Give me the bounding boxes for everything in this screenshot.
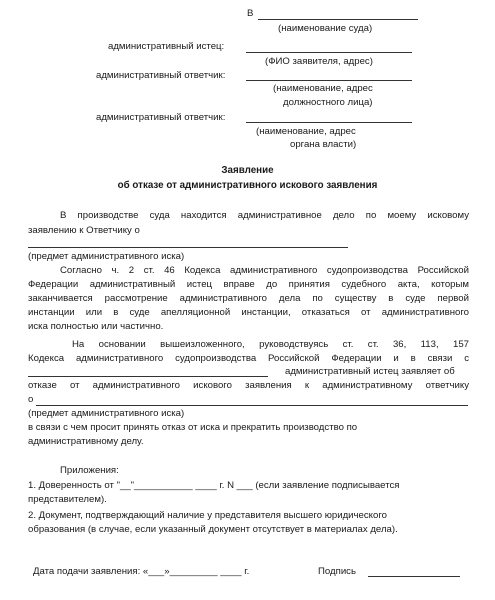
court-hint: (наименование суда) (278, 23, 373, 34)
p3-line7: административному делу. (28, 436, 144, 447)
p2-line4: инстанции или в суде апелляционной инстанции, отказаться от административного (28, 307, 469, 318)
subject-line-2 (36, 405, 468, 406)
plaintiff-hint: (ФИО заявителя, адрес) (265, 56, 373, 67)
p2-line5: иска полностью или частично. (28, 321, 164, 332)
attachment-2-line2: образования (в случае, если указанный документ отсутствует в материалах дела). (28, 524, 398, 535)
defendant2-hint-1: (наименование, адрес (256, 126, 356, 137)
p2-line2: Федерации административный истец вправе до принятия судебного акта, которым (28, 279, 469, 290)
subject-line (28, 247, 348, 248)
p3-line6: в связи с чем просит принять отказ от иска и прекратить производство по (28, 422, 358, 433)
defendant2-hint-2: органа власти) (290, 139, 357, 150)
p3-line5-prefix: о (28, 394, 34, 405)
document-title: Заявление (221, 165, 274, 176)
defendant2-label: административный ответчик: (96, 112, 226, 123)
court-prefix: В (247, 8, 254, 19)
p2-line1: Согласно ч. 2 ст. 46 Кодекса административного судопроизводства Российской (60, 265, 469, 276)
plaintiff-line (246, 52, 412, 53)
attachment-1-line2: представителем). (28, 494, 107, 505)
p3-line1: На основании вышеизложенного, руководствуясь ст. ст. 36, 113, 157 (72, 339, 469, 350)
p3-line4: отказе от административного искового заявления к административному ответчику (28, 380, 469, 391)
attachment-1-line1: 1. Доверенность от "__"___________ ____ г. N ___ (если заявление подписывается (28, 480, 400, 491)
defendant2-line (246, 122, 412, 123)
document-subtitle: об отказе от административного искового заявления (117, 180, 378, 191)
p3-line3: административный истец заявляет об (285, 366, 455, 377)
signature-label: Подпись (318, 566, 356, 577)
plaintiff-label: административный истец: (108, 41, 225, 52)
defendant1-hint-1: (наименование, адрес (273, 83, 373, 94)
p1-line1: В производстве суда находится административное дело по моему исковому (60, 210, 469, 221)
p2-line3: заканчивается рассмотрение административного дела по существу в суде первой (28, 293, 469, 304)
p1-line2: заявлению к Ответчику о (28, 225, 140, 236)
court-line (258, 19, 418, 20)
subject-hint-2: (предмет административного иска) (28, 408, 185, 419)
reason-line (28, 376, 268, 377)
p3-line2: Кодекса административного судопроизводства Российской Федерации и в связи с (28, 353, 469, 364)
signature-line (368, 576, 460, 577)
attachment-2-line1: 2. Документ, подтверждающий наличие у представителя высшего юридического (28, 510, 387, 521)
defendant1-line (246, 80, 412, 81)
submission-date: Дата подачи заявления: «___»_________ ____ г. (33, 566, 250, 577)
defendant1-hint-2: должностного лица) (283, 97, 373, 108)
attachments-heading: Приложения: (60, 465, 119, 476)
subject-hint: (предмет административного иска) (28, 251, 185, 262)
defendant1-label: административный ответчик: (96, 70, 226, 81)
